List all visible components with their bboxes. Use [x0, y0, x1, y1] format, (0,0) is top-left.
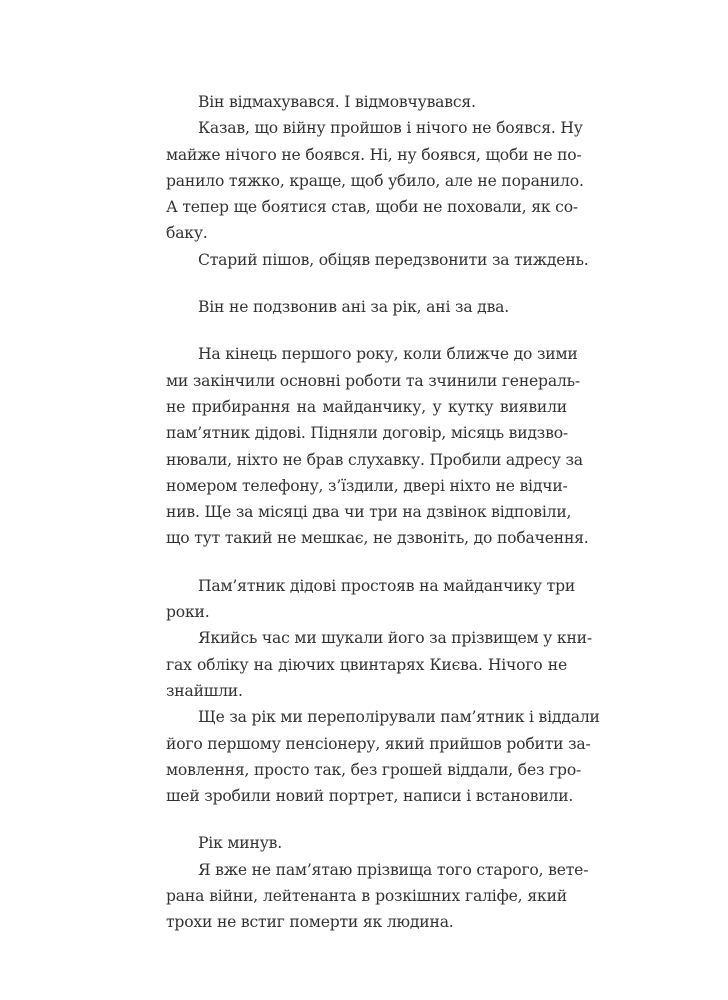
text-line: А тепер ще боятися став, щоби не поховали, як со- [166, 198, 578, 217]
text-line: Він відмахувався. І відмовчувався. [198, 93, 476, 111]
paragraph [166, 341, 589, 551]
text-line: На кінець першого року, коли ближче до зими [198, 345, 578, 364]
text-line: роки. [166, 603, 210, 622]
text-line: Старий пішов, обіцяв передзвонити за тиждень. [198, 250, 589, 269]
paragraph [166, 704, 600, 809]
text-line: шей зробили новий портрет, написи і встановили. [166, 787, 574, 806]
text-line: Він не подзвонив ані за рік, ані за два. [198, 298, 510, 317]
paragraph [166, 89, 567, 115]
text-section [166, 89, 589, 273]
text-section [166, 341, 589, 551]
paragraph [166, 247, 589, 273]
text-line: його першому пенсіонеру, який прийшов робити за- [166, 734, 591, 753]
text-line: не прибирання на майданчику, у кутку виявили [166, 397, 567, 416]
text-line: Казав, що війну пройшов і нічого не боявся. Ну [198, 119, 583, 138]
text-section [166, 573, 600, 810]
paragraph [166, 857, 589, 936]
text-line: трохи не встиг померти як людина. [166, 913, 454, 932]
text-section [166, 830, 589, 935]
text-line: мовлення, просто так, без грошей віддали, без гро- [166, 760, 582, 779]
text-line: ми закінчили основні роботи та зчинили генераль- [166, 371, 581, 390]
text-line: гах обліку на діючих цвинтарях Києва. Нічого не [166, 655, 567, 674]
paragraph [166, 830, 567, 856]
text-line: Пам’ятник дідові простояв на майданчику три [198, 576, 576, 595]
text-section [166, 294, 567, 320]
text-line: номером телефону, з’їздили, двері ніхто не відчи- [166, 476, 568, 495]
text-line: Я вже не пам’ятаю прізвища того старого, вете- [198, 860, 589, 879]
paragraph [166, 115, 584, 246]
paragraph [166, 294, 567, 320]
text-line: знайшли. [166, 681, 243, 700]
text-line: рана війни, лейтенанта в розкішних галіфе, який [166, 887, 567, 906]
text-line: що тут такий не мешкає, не дзвоніть, до побачення. [166, 529, 589, 548]
paragraph [166, 625, 592, 704]
text-line: баку. [166, 224, 208, 243]
text-line: Ще за рік ми переполірували пам’ятник і віддали [198, 708, 600, 727]
text-line: нювали, ніхто не брав слухавку. Пробили адресу за [166, 450, 583, 469]
text-line: Якийсь час ми шукали його за прізвищем у кни- [198, 629, 592, 648]
paragraph [166, 573, 576, 626]
text-line: Рік минув. [198, 834, 283, 853]
text-line: ранило тяжко, краще, щоб убило, але не поранило. [166, 171, 584, 190]
text-line: нив. Ще за місяці два чи три на дзвінок відповіли, [166, 503, 572, 522]
text-line: майже нічого не боявся. Ні, ну боявся, щоби не по- [166, 145, 582, 164]
text-line: пам’ятник дідові. Підняли договір, місяць видзво- [166, 424, 568, 443]
book-page-text [166, 89, 600, 936]
